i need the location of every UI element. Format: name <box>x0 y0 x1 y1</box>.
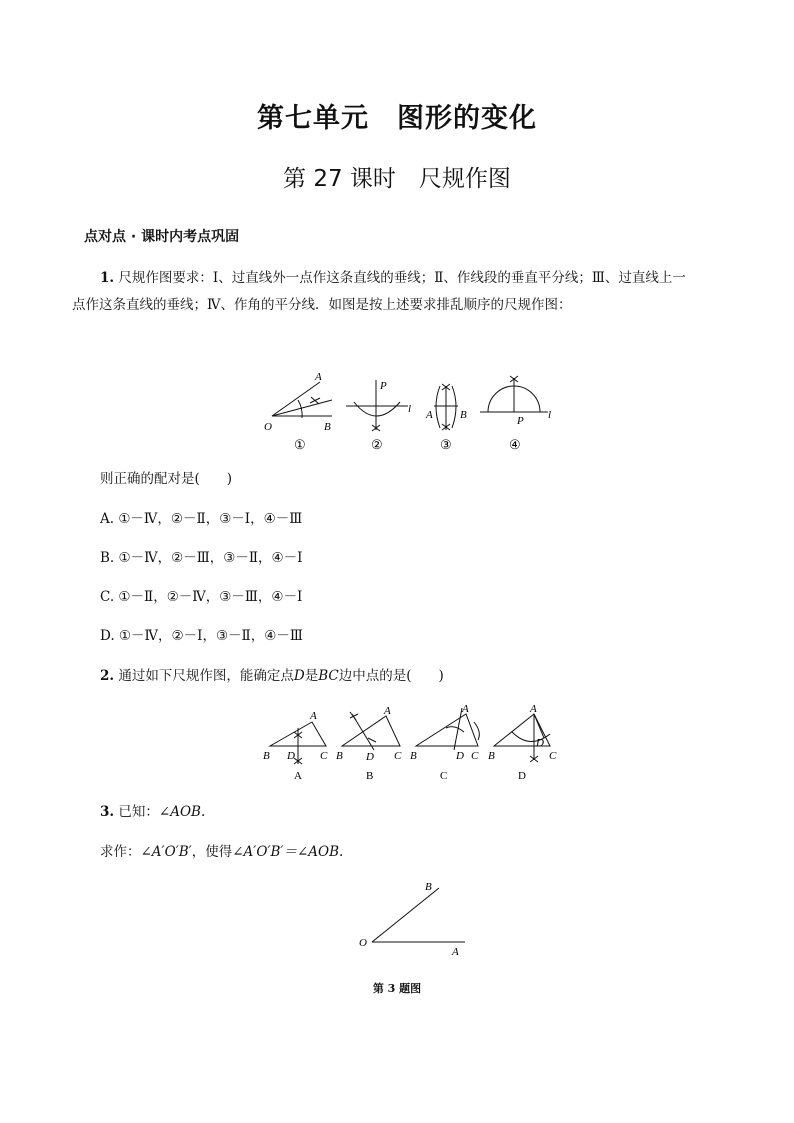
q2-a-point-d: D <box>287 750 295 762</box>
q2-text-mid: 是 <box>304 668 319 684</box>
q3-figure-caption: 第 3 题图 <box>372 982 422 995</box>
q1-prompt: 则正确的配对是( ) <box>100 471 233 487</box>
q1-fig4-point-p: P <box>517 415 524 427</box>
q2-figures <box>260 702 560 784</box>
q1-option-a: A. ①－Ⅳ，②－Ⅱ，③－Ⅰ，④－Ⅲ <box>100 511 303 527</box>
q2-b-point-c: C <box>394 750 402 762</box>
q1-fig2-label: ② <box>371 437 383 452</box>
q1-fig4-line-l: l <box>548 409 552 421</box>
q2-b-point-b: B <box>336 750 343 762</box>
q3-point-a: A <box>452 946 459 958</box>
q2-b-point-a: A <box>384 705 391 717</box>
q1-line1 <box>100 268 740 288</box>
q2-label-d: D <box>518 770 526 782</box>
q1-fig3-point-b: B <box>460 409 467 421</box>
lesson-title: 第 27 课时 尺规作图 <box>283 166 511 192</box>
q2-a-point-b: B <box>263 750 270 762</box>
q3-construct-mid: ，使得 <box>191 844 233 860</box>
q1-fig4-label: ④ <box>509 437 521 452</box>
q2-a-point-c: C <box>320 750 328 762</box>
q3-number: 3. <box>100 804 115 820</box>
q3-ray-ob <box>372 888 439 942</box>
q2-c-point-c: C <box>471 750 479 762</box>
q1-figures <box>262 368 562 454</box>
q2-figure-a <box>270 722 326 764</box>
q1-number: 1. <box>100 270 115 286</box>
q1-option-d: D. ①－Ⅳ，②－Ⅰ，③－Ⅱ，④－Ⅲ <box>100 628 303 644</box>
q2-text-after: 边中点的是( ) <box>338 668 444 684</box>
q2-number: 2. <box>100 668 115 684</box>
q2-figure-b <box>342 712 400 750</box>
q2-d-point-c: C <box>549 750 557 762</box>
q1-figure-3 <box>434 384 458 430</box>
q3-figure <box>355 876 475 958</box>
q2-c-point-a: A <box>462 703 469 715</box>
q3-point-b: B <box>425 881 432 893</box>
q2-c-point-b: B <box>410 750 417 762</box>
q1-option-c: C. ①－Ⅱ，②－Ⅳ，③－Ⅲ，④－Ⅰ <box>100 589 303 605</box>
q3-given-angle: ∠AOB. <box>158 804 206 820</box>
q1-fig1-point-b: B <box>324 421 331 433</box>
q1-text-line1: 尺规作图要求：Ⅰ、过直线外一点作这条直线的垂线；Ⅱ、作线段的垂直平分线；Ⅲ、过直线上一 <box>118 270 686 286</box>
q2-d-point-b: B <box>488 750 495 762</box>
q2-segment-bc: BC <box>318 668 339 684</box>
q2-text-before: 通过如下尺规作图，能确定点 <box>118 668 294 684</box>
section-heading: 点对点 · 课时内考点巩固 <box>84 229 240 245</box>
q1-fig2-line-l: l <box>408 403 412 415</box>
q2-a-point-a: A <box>310 710 317 722</box>
q2-label-a: A <box>294 770 302 782</box>
q2-d-point-a: A <box>530 703 537 715</box>
q1-fig2-point-p: P <box>380 380 387 392</box>
q2-label-c: C <box>440 770 448 782</box>
q3-construct-prefix: 求作： <box>100 844 141 860</box>
q1-figure-2 <box>346 380 408 431</box>
q1-fig3-point-a: A <box>426 409 433 421</box>
q3-point-o: O <box>359 937 367 949</box>
q1-text-line2: 点作这条直线的垂线；Ⅳ、作角的平分线．如图是按上述要求排乱顺序的尺规作图： <box>72 297 572 313</box>
q1-fig3-label: ③ <box>440 437 452 452</box>
unit-title: 第七单元 图形的变化 <box>257 103 537 134</box>
q1-option-b: B. ①－Ⅳ，②－Ⅲ，③－Ⅱ，④－Ⅰ <box>100 550 303 566</box>
q1-fig1-point-a: A <box>315 371 322 383</box>
q2-b-point-d: D <box>366 751 374 763</box>
q3-construct <box>100 842 343 862</box>
q2-figure-c <box>416 708 479 750</box>
q3-given-prefix: 已知： <box>118 804 159 820</box>
q1-fig1-point-o: O <box>264 421 272 433</box>
q1-fig1-label: ① <box>294 437 306 452</box>
q2-label-b: B <box>366 770 374 782</box>
q3-given <box>100 802 205 822</box>
q2-point-d: D <box>293 668 305 684</box>
q3-construct-eq: ∠A′O′B′＝∠AOB. <box>232 844 344 860</box>
q2-c-point-d: D <box>456 750 464 762</box>
q2-d-point-d: D <box>536 737 544 749</box>
q2-text <box>100 666 700 686</box>
q3-construct-angle: ∠A′O′B′ <box>140 844 192 860</box>
q1-figure-4 <box>480 376 548 412</box>
q1-figure-1 <box>272 382 332 418</box>
